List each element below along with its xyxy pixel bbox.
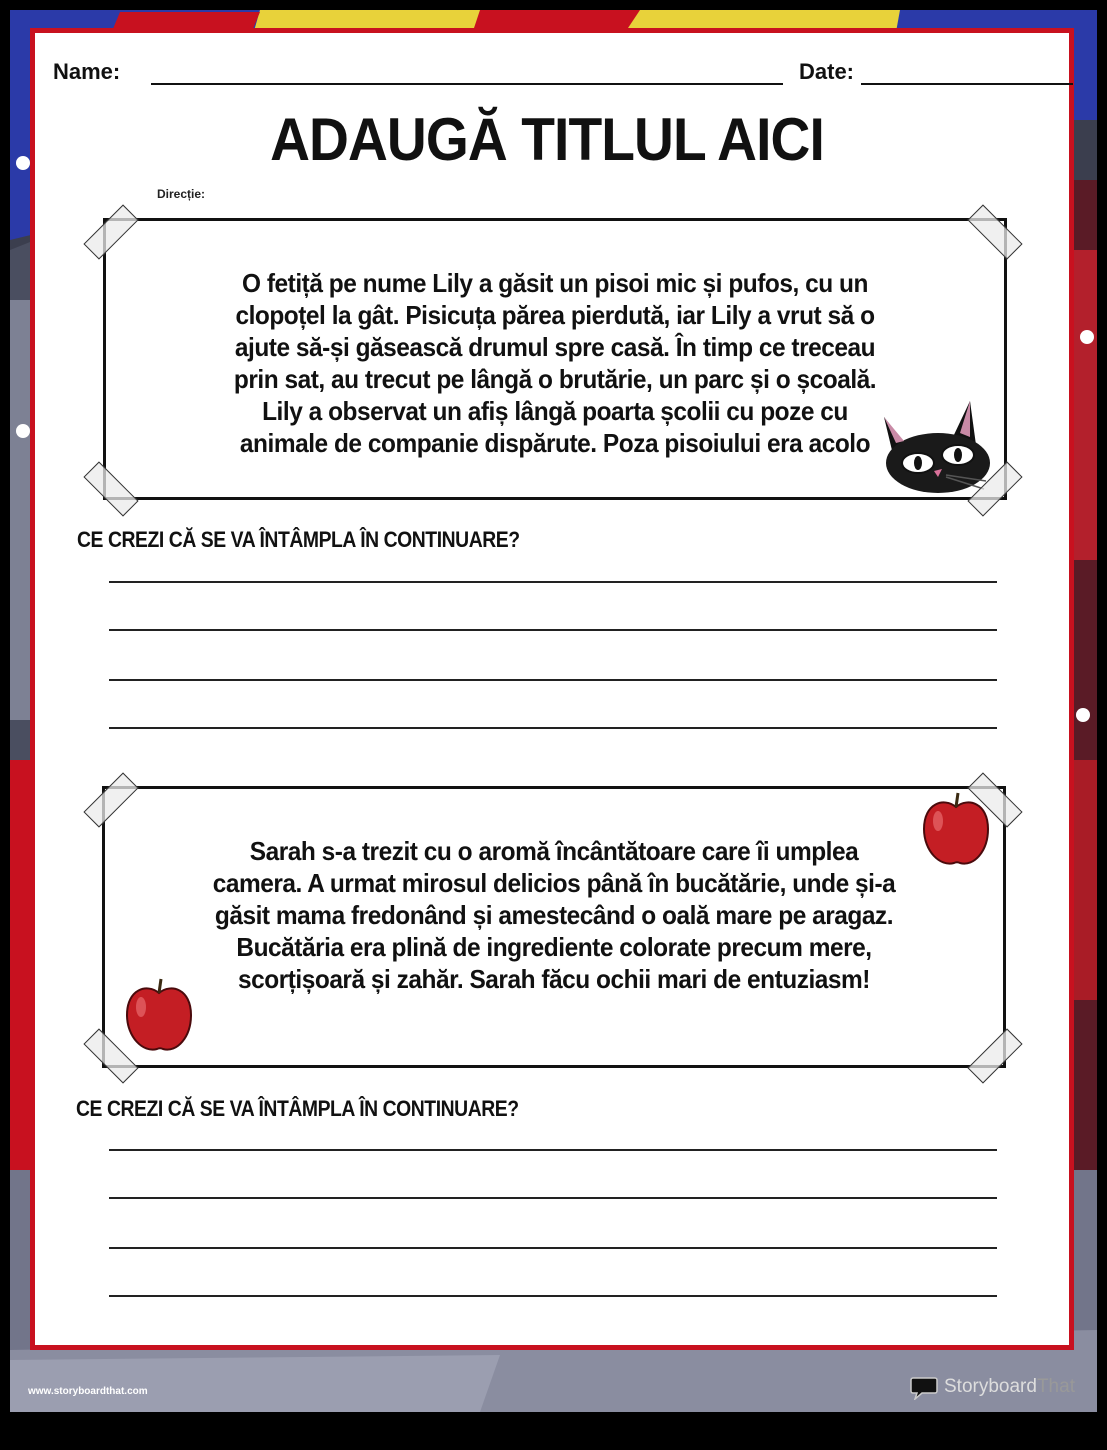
story-text: O fetiță pe nume Lily a găsit un pisoi mic și pufos, cu un clopoțel la gât. Pisicuța părea pierdută, iar Lily a vrut să o ajute să-și găsească drumul spre casă. În timp ce treceau prin sat, au trecut pe lângă o brutărie, un parc și o școală. Lily a observat un afiș lângă poarta școlii cu poze cu animale de companie dispărute. Poza pisoiului era acolo bbox=[233, 268, 877, 458]
answer-line[interactable] bbox=[109, 581, 997, 583]
worksheet-page bbox=[30, 28, 1074, 1350]
red-apple-icon bbox=[123, 977, 195, 1055]
header-row bbox=[53, 57, 1061, 87]
punch-hole bbox=[16, 424, 30, 438]
name-field[interactable] bbox=[151, 83, 783, 85]
logo-text-main: Storyboard bbox=[944, 1376, 1037, 1397]
name-label: Name: bbox=[53, 59, 121, 84]
answer-line[interactable] bbox=[109, 629, 997, 631]
story-box bbox=[103, 218, 1007, 500]
answer-line[interactable] bbox=[109, 1149, 997, 1151]
direction-label: Direcție: bbox=[157, 187, 206, 201]
date-label: Date: bbox=[799, 59, 855, 84]
footer-url: www.storyboardthat.com bbox=[28, 1386, 148, 1397]
answer-line[interactable] bbox=[109, 727, 997, 729]
punch-hole bbox=[1076, 708, 1090, 722]
story-text: Sarah s-a trezit cu o aromă încântătoare care îi umplea camera. A urmat mirosul delicios până în bucătărie, unde și-a găsit mama fredonând și amestecând o oală mare pe aragaz. Bucătăria era plină de ingrediente colorate precum mere, scorțișoară și zahăr. Sarah făcu ochii mari de entuziasm! bbox=[212, 836, 896, 994]
logo-text bbox=[944, 1376, 1075, 1398]
story-box bbox=[102, 786, 1006, 1068]
black-cat-icon bbox=[876, 397, 1006, 493]
logo-text-accent: That bbox=[1036, 1376, 1075, 1397]
answer-line[interactable] bbox=[109, 679, 997, 681]
punch-hole bbox=[1080, 330, 1094, 344]
answer-line[interactable] bbox=[109, 1247, 997, 1249]
question-heading: CE CREZI CĂ SE VA ÎNTÂMPLA ÎN CONTINUARE? bbox=[76, 1096, 519, 1121]
question-heading: CE CREZI CĂ SE VA ÎNTÂMPLA ÎN CONTINUARE? bbox=[77, 527, 520, 552]
punch-hole bbox=[16, 156, 30, 170]
answer-line[interactable] bbox=[109, 1295, 997, 1297]
date-field[interactable] bbox=[861, 83, 1073, 85]
speech-bubble-icon bbox=[910, 1376, 938, 1400]
page-title: ADAUGĂ TITLUL AICI bbox=[270, 106, 824, 173]
answer-line[interactable] bbox=[109, 1197, 997, 1199]
